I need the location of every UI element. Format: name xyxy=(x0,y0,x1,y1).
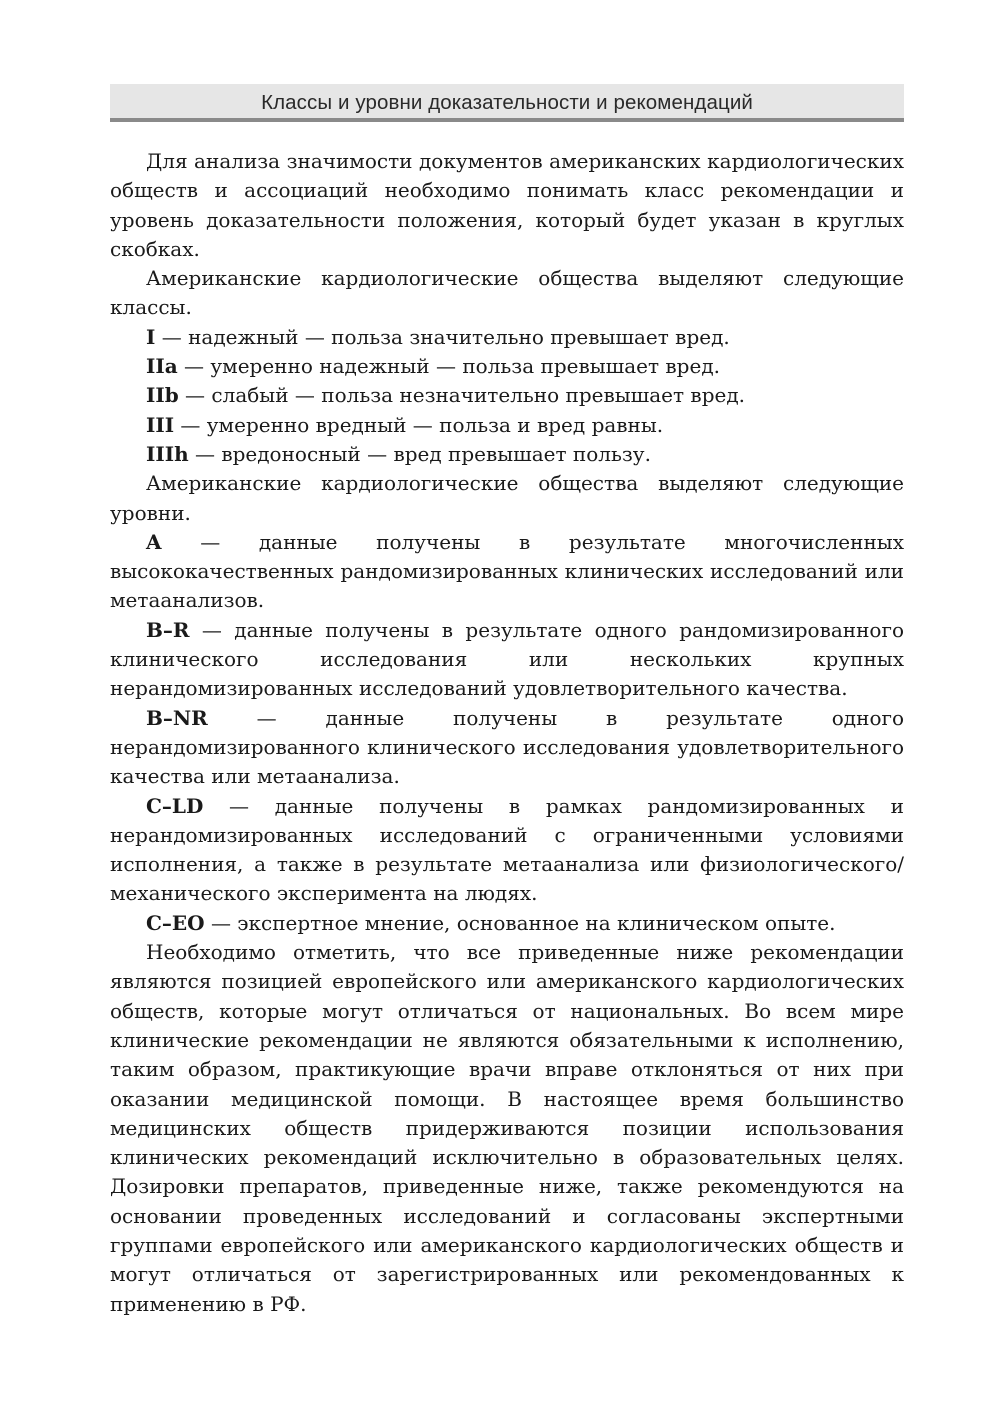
classes-intro-paragraph: Американские кардиологические общества выделяют следующие классы. xyxy=(110,266,904,320)
closing-paragraph: Необходимо отметить, что все приведенные ниже рекомендации являются позицией европейского или американского кардиологических обществ, которые могут отличаться от национальных. Во всем мире клинические рекомендации не являются обязательными к исполнению, таким образом, практикующие врачи вправе отклоняться от них при оказании медицинской помощи. В настоящее время большинство медицинских обществ придерживаются позиции использования клинических рекомендаций исключительно в образовательных целях. Дозировки препаратов, приведенные ниже, также рекомендуются на основании проведенных исследований и согласованы экспертными группами европейского или американского кардиологических обществ и могут отличаться от зарегистрированных или рекомендованных к применению в РФ. xyxy=(110,940,904,1316)
page-body xyxy=(110,147,904,1319)
class-description: — умеренно вредный — польза и вред равны. xyxy=(174,412,664,437)
level-item xyxy=(110,528,904,616)
level-term: C–LD xyxy=(146,793,204,818)
class-item xyxy=(110,411,904,440)
level-description: — данные получены в результате одного рандомизированного клинического исследования или нескольких крупных нерандомизированных исследований удовлетворительного качества. xyxy=(110,617,904,701)
running-header-title: Классы и уровни доказательности и рекомендаций xyxy=(261,91,753,114)
class-item xyxy=(110,352,904,381)
level-item xyxy=(110,704,904,792)
level-description: — экспертное мнение, основанное на клиническом опыте. xyxy=(204,910,836,935)
level-term: B–NR xyxy=(146,705,208,730)
level-item xyxy=(110,792,904,909)
level-term: B–R xyxy=(146,617,190,642)
running-header xyxy=(110,84,904,122)
class-term: IIIh xyxy=(146,441,189,466)
class-description: — вредоносный — вред превышает пользу. xyxy=(188,441,651,466)
class-description: — надежный — польза значительно превышает вред. xyxy=(155,324,730,349)
intro-paragraph: Для анализа значимости документов американских кардиологических обществ и ассоциаций необходимо понимать класс рекомендации и уровень доказательности положения, который будет указан в круглых скобках. xyxy=(110,149,904,261)
level-description: — данные получены в результате одного нерандомизированного клинического исследования удовлетворительного качества или метаанализа. xyxy=(110,705,904,789)
classes-list xyxy=(110,323,904,469)
class-description: — умеренно надежный — польза превышает вред. xyxy=(177,354,720,379)
class-description: — слабый — польза незначительно превышает вред. xyxy=(178,383,746,408)
level-description: — данные получены в результате многочисленных высококачественных рандомизированных клинических исследований или метаанализов. xyxy=(110,529,904,613)
level-item xyxy=(110,616,904,704)
class-term: III xyxy=(146,412,175,437)
level-description: — данные получены в рамках рандомизированных и нерандомизированных исследований с ограниченными условиями исполнения, а также в результате метаанализа или физиологического/механического эксперимента на людях. xyxy=(110,793,904,906)
class-item xyxy=(110,381,904,410)
levels-intro-paragraph: Американские кардиологические общества выделяют следующие уровни. xyxy=(110,471,904,525)
class-term: I xyxy=(146,324,156,349)
level-item xyxy=(110,909,904,938)
level-term: C–EO xyxy=(146,910,205,935)
class-item xyxy=(110,323,904,352)
level-term: A xyxy=(146,529,162,554)
class-term: IIa xyxy=(146,354,178,379)
levels-list xyxy=(110,528,904,938)
class-item xyxy=(110,440,904,469)
class-term: IIb xyxy=(146,383,179,408)
